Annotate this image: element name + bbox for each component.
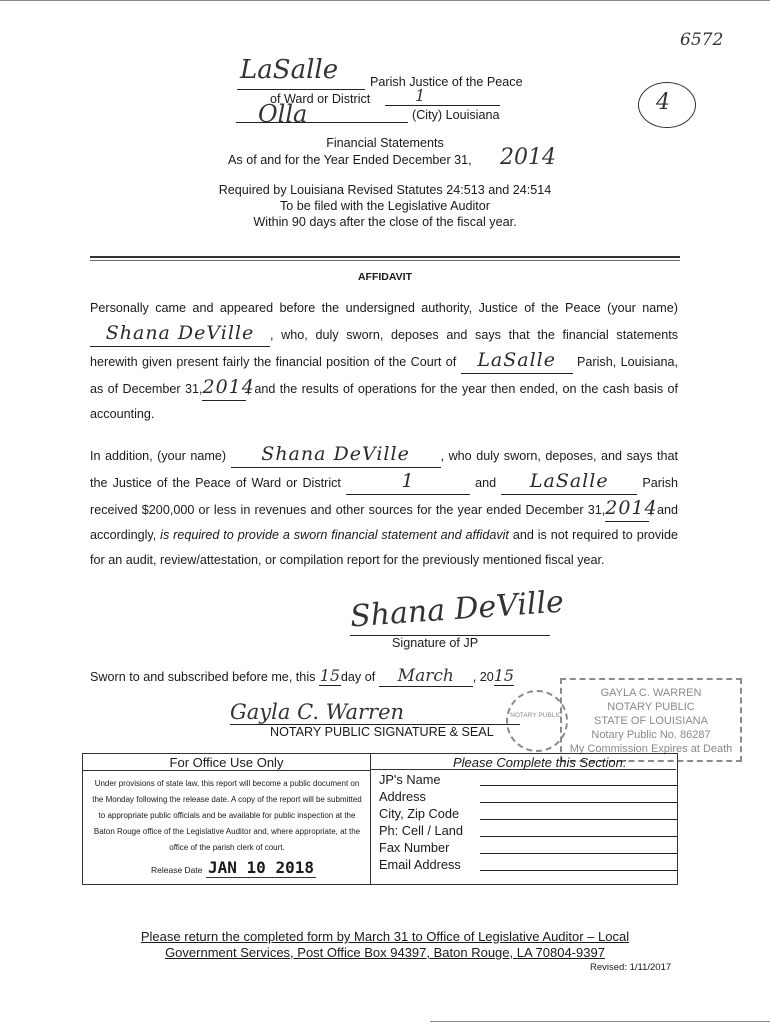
field-row-email[interactable] <box>379 857 677 874</box>
city-line <box>236 122 408 123</box>
field-line[interactable] <box>480 836 677 837</box>
release-date <box>151 858 316 877</box>
parish-line <box>237 89 365 90</box>
office-left-text: Under provisions of state law, this report will become a public document on the Monday following the release date. A copy of the report will be submitted to appropriate public officials and be available for public inspection at the Baton Rouge office of the Legislative Auditor and, where appropriate, at the office of the parish clerk of court. <box>92 779 362 852</box>
scan-edge-bottom <box>430 1021 770 1022</box>
p2-ward-handwritten: 1 <box>346 469 470 495</box>
p2-parish-handwritten: LaSalle <box>501 469 637 495</box>
sworn-year-handwritten: 15 <box>493 666 515 685</box>
office-left-title: For Office Use Only <box>169 755 284 770</box>
required-line-3: Within 90 days after the close of the fiscal year. <box>253 215 517 229</box>
p2-year-handwritten: 2014 <box>605 496 649 522</box>
p2-text-d: Parish received $200,000 or less in revenues and other sources for the year ended December 31, <box>90 476 679 517</box>
release-date-value: JAN 10 2018 <box>208 858 314 877</box>
office-divider <box>370 754 371 884</box>
fs-title: Financial Statements <box>326 136 444 150</box>
footer-line-2: Government Services, Post Office Box 94397, Baton Rouge, LA 70804-9397 <box>165 945 605 960</box>
field-label: Email Address <box>379 857 461 872</box>
field-line[interactable] <box>480 853 677 854</box>
p1-text-d: , and the results of operations for the year then ended, on the cash basis of accounting. <box>90 382 678 421</box>
notary-seal <box>506 690 568 752</box>
affidavit-paragraph-1 <box>90 296 678 427</box>
p2-text-e: , and accordingly, <box>90 503 678 542</box>
sworn-day-handwritten: 15 <box>319 666 341 685</box>
page-mark: 6572 <box>680 30 724 50</box>
notary-seal-text: NOTARY PUBLIC <box>510 712 562 719</box>
header-divider <box>90 256 680 261</box>
field-line[interactable] <box>480 785 677 786</box>
ward-line <box>385 105 500 106</box>
p1-text-a: Personally came and appeared before the undersigned authority, Justice of the Peace (your name) <box>90 301 678 315</box>
p2-text-b: , who duly sworn, deposes, and says that the Justice of the Peace of Ward or District <box>90 449 678 490</box>
field-line[interactable] <box>480 819 677 820</box>
p1-text-b: , who, duly sworn, deposes and says that the financial statements herewith given present fairly the financial position of the Court of <box>90 328 678 369</box>
p1-name-handwritten: Shana DeVille <box>90 321 270 347</box>
field-row-city-zip[interactable] <box>379 806 677 823</box>
revised-date: Revised: 1/11/2017 <box>590 962 672 973</box>
field-row-fax[interactable] <box>379 840 677 857</box>
ward-handwritten: 1 <box>415 86 426 105</box>
release-date-label: Release Date <box>151 865 203 875</box>
field-label: City, Zip Code <box>379 806 460 821</box>
sworn-month-handwritten: March <box>379 666 473 687</box>
p1-year-handwritten: 2014 <box>202 375 246 401</box>
required-line-1: Required by Louisiana Revised Statutes 24:513 and 24:514 <box>218 183 552 197</box>
affidavit-paragraph-2 <box>90 442 678 573</box>
field-label: JP's Name <box>379 772 441 787</box>
parish-handwritten: LaSalle <box>240 55 339 85</box>
p1-text-c: Parish, Louisiana, as of December 31, <box>90 355 678 396</box>
fs-year-handwritten: 2014 <box>500 145 556 170</box>
p1-parish-handwritten: LaSalle <box>461 348 573 374</box>
sworn-line <box>90 666 514 687</box>
sworn-text-a: Sworn to and subscribed before me, this <box>90 670 316 684</box>
affidavit-title: AFFIDAVIT <box>357 271 413 283</box>
field-row-address[interactable] <box>379 789 677 806</box>
ward-label: of Ward or District <box>270 92 371 106</box>
notary-stamp <box>560 678 742 762</box>
stamp-line-3: STATE OF LOUISIANA <box>594 715 708 727</box>
field-label: Fax Number <box>379 840 450 855</box>
stamp-line-4: Notary Public No. 86287 <box>591 729 711 741</box>
p2-text-italic: is required to provide a sworn financial statement and affidavit <box>160 528 509 542</box>
stamp-line-2: NOTARY PUBLIC <box>607 701 695 713</box>
stamp-line-1: GAYLA C. WARREN <box>600 687 702 699</box>
field-row-phone[interactable] <box>379 823 677 840</box>
notary-signature-handwritten: Gayla C. Warren <box>230 700 405 724</box>
field-row-jp-name[interactable] <box>379 772 677 789</box>
office-right-title: Please Complete this Section: <box>453 755 627 770</box>
office-right-title-rule <box>370 769 676 770</box>
p2-name-handwritten: Shana DeVille <box>231 442 441 468</box>
field-label: Ph: Cell / Land <box>379 823 463 838</box>
scan-edge-top <box>0 0 770 1</box>
city-label: (City) Louisiana <box>412 108 500 122</box>
sworn-text-c: , 20 <box>472 670 494 684</box>
parish-label: Parish Justice of the Peace <box>370 75 523 89</box>
office-title-rule <box>83 770 370 771</box>
jp-signature-handwritten: Shana DeVille <box>349 584 565 635</box>
field-line[interactable] <box>480 870 677 871</box>
field-label: Address <box>379 789 426 804</box>
field-line[interactable] <box>480 802 677 803</box>
footer-line-1: Please return the completed form by March 31 to Office of Legislative Auditor – Local <box>140 929 630 944</box>
city-handwritten: Olla <box>258 100 308 128</box>
jp-signature-label: Signature of JP <box>392 636 479 650</box>
sworn-text-b: day of <box>340 670 376 684</box>
p2-text-a: In addition, (your name) <box>90 449 227 463</box>
p2-text-f: and is not required to provide for an audit, review/attestation, or compilation report for the previously mentioned fiscal year. <box>90 528 678 567</box>
fs-year-label: As of and for the Year Ended December 31, <box>228 153 472 167</box>
stamp-line-5: My Commission Expires at Death <box>569 743 733 755</box>
circled-number-text: 4 <box>656 90 670 115</box>
required-line-2: To be filed with the Legislative Auditor <box>279 199 491 213</box>
p2-text-c: and <box>475 476 497 490</box>
notary-label: NOTARY PUBLIC SIGNATURE & SEAL <box>270 725 494 739</box>
